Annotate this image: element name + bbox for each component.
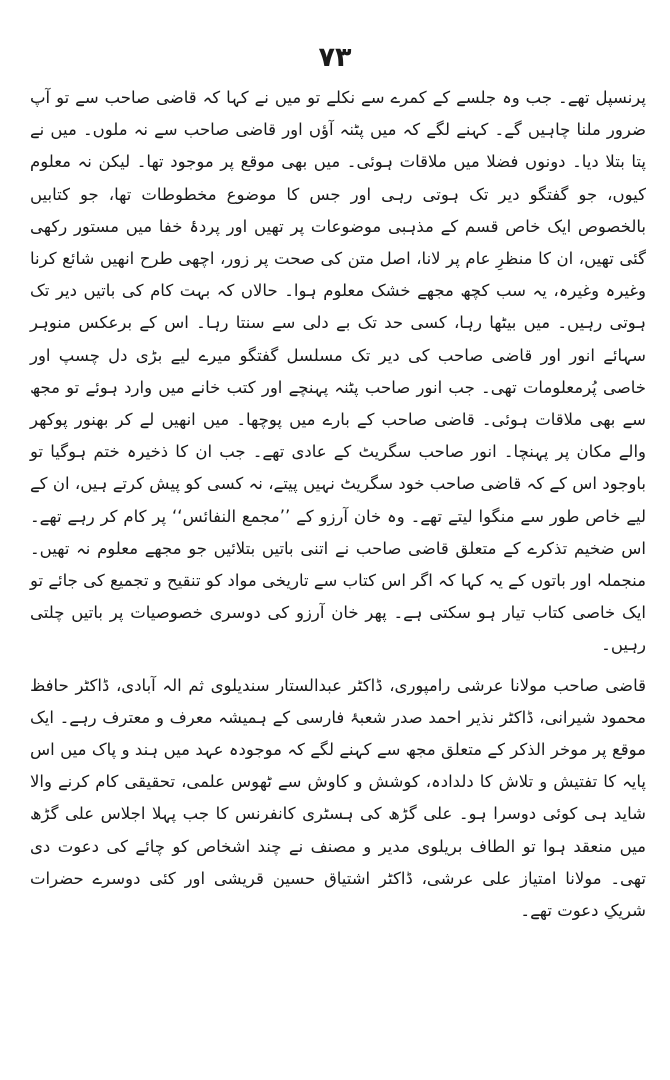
page-body xyxy=(30,82,646,927)
paragraph-1: پرنسپل تھے۔ جب وہ جلسے کے کمرے سے نکلے تو میں نے کہا کہ قاضی صاحب سے تو آپ ضرور ملنا چاہیں گے۔ کہنے لگے کہ میں پٹنہ آؤں اور قاضی صاحب سے نہ ملوں۔ میں نے پتا بتلا دیا۔ دونوں فضلا میں ملاقات ہوئی۔ میں بھی موقع پر موجود تھا۔ لیکن نہ معلوم کیوں، جو گفتگو دیر تک ہوتی رہی اور جس کا موضوع مخطوطات تھا، جو کتابیں بالخصوص ایک خاص قسم کے مذہبی موضوعات پر تھیں اور پردۂ خفا میں مستور رکھی گئی تھیں، ان کا منظرِ عام پر لانا، اصل متن کی صحت پر زور، اچھی طرح انھیں شائع کرنا وغیرہ وغیرہ، یہ سب کچھ مجھے خشک معلوم ہوا۔ حالاں کہ بہت کام کی باتیں دیر تک ہوتی رہیں۔ میں بیٹھا رہا، کسی حد تک بے دلی سے سنتا رہا۔ اس کے برعکس منوہر سہائے انور اور قاضی صاحب کی دیر تک مسلسل گفتگو میرے لیے بڑی دل چسپ اور خاصی پُرمعلومات تھی۔ جب انور صاحب پٹنہ پہنچے اور کتب خانے میں وارد ہوئے تو مجھ سے بھی ملاقات ہوئی۔ قاضی صاحب کے بارے میں پوچھا۔ میں انھیں لے کر بھنور پوکھر والے مکان پر پہنچا۔ انور صاحب سگریٹ کے عادی تھے۔ جب ان کا ذخیرہ ختم ہوگیا تو باوجود اس کے کہ قاضی صاحب خود سگریٹ نہیں پیتے، نہ کسی کو پیش کرتے ہیں، ان کے لیے خاص طور سے منگوا لیتے تھے۔ وہ خان آرزو کے ’’مجمع النفائس‘‘ پر کام کر رہے تھے۔ اس ضخیم تذکرے کے متعلق قاضی صاحب نے اتنی باتیں بتلائیں جو مجھے معلوم نہ تھیں۔ منجملہ اور باتوں کے یہ کہا کہ اگر اس کتاب سے تاریخی مواد کو تنقیح و تجمیع کی جائے تو ایک خاصی کتاب تیار ہو سکتی ہے۔ پھر خان آرزو کی دوسری خصوصیات پر باتیں چلتی رہیں۔ xyxy=(30,88,646,655)
paragraph-2: قاضی صاحب مولانا عرشی رامپوری، ڈاکٹر عبدالستار سندیلوی ثم الہ آبادی، ڈاکٹر حافظ محمود شیرانی، ڈاکٹر نذیر احمد صدر شعبۂ فارسی کے ہمیشہ معرف و معترف رہے۔ ایک موقع پر موخر الذکر کے متعلق مجھ سے کہنے لگے کہ موجودہ عہد میں ہند و پاک میں اس پایہ کا تفتیش و تلاش کا دلدادہ، کوشش و کاوش سے ٹھوس علمی، تحقیقی کام کرنے والا شاید ہی کوئی دوسرا ہو۔ علی گڑھ کی ہسٹری کانفرنس کا جب پہلا اجلاس علی گڑھ میں منعقد ہوا تو الطاف بریلوی مدیر و مصنف نے چند اشخاص کو چائے کی دعوت دی تھی۔ مولانا امتیاز علی عرشی، ڈاکٹر اشتیاق حسین قریشی اور کئی دوسرے حضرات شریکِ دعوت تھے۔ xyxy=(30,675,646,921)
page-number: ۷۳ xyxy=(318,42,352,73)
